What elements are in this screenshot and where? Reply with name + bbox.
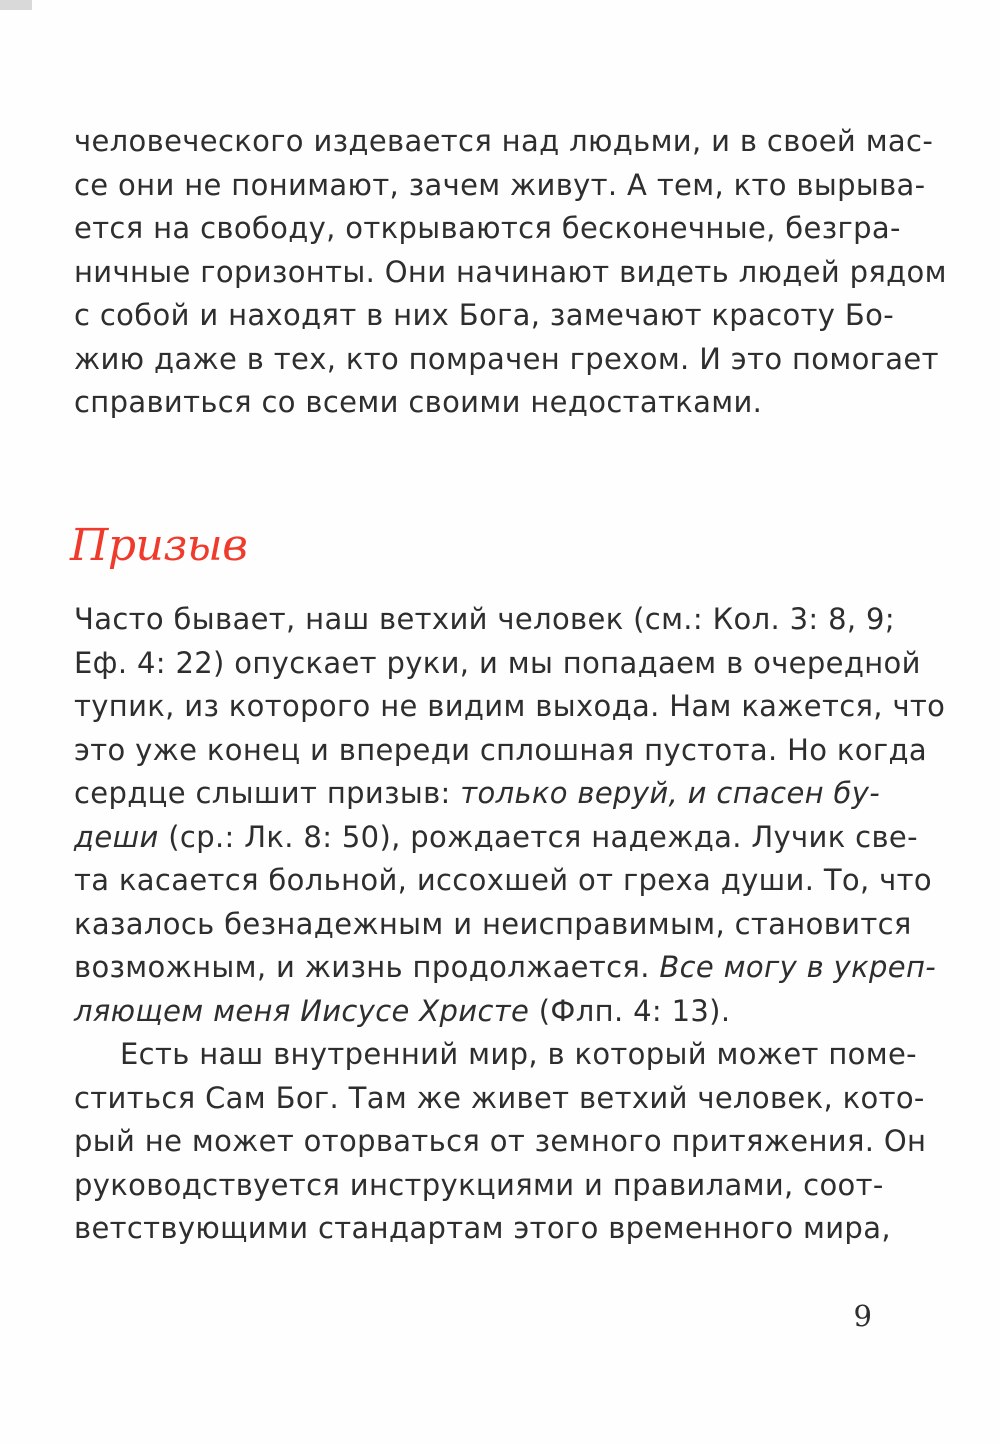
text-line: тупик, из которого не видим выхода. Нам кажется, что (74, 689, 946, 723)
text-line: ется на свободу, открываются бесконечные, безгра- (74, 211, 901, 245)
page-number: 9 (853, 1299, 872, 1333)
section-body (74, 598, 946, 1251)
scripture-quote: только веруй, и спасен бу- (460, 776, 881, 810)
text-line: ничные горизонты. Они начинают видеть людей рядом (74, 254, 947, 289)
text-line (74, 816, 918, 860)
text-line: се они не понимают, зачем живут. А тем, кто вырыва- (74, 167, 926, 202)
text-run: сердце слышит призыв: (74, 776, 461, 810)
text-line (74, 946, 937, 990)
text-line: ветствующими стандартам этого временного мира, (74, 1211, 891, 1245)
scripture-quote: ляющем меня Иисусе Христе (74, 993, 530, 1028)
top-paragraph (74, 120, 947, 425)
text-line: ститься Сам Бог. Там же живет ветхий человек, кото- (74, 1080, 925, 1115)
scripture-quote: Все могу в укреп- (659, 950, 937, 984)
text-line (74, 990, 870, 1034)
text-run: (ср.: Лк. 8: 50), рождается надежда. Лучик све- (158, 819, 918, 854)
text-line: Есть наш внутренний мир, в который может поме- (120, 1037, 917, 1071)
text-run: (Флп. 4: 13). (529, 993, 731, 1028)
text-line: это уже конец и впереди сплошная пустота. Но когда (74, 732, 927, 767)
text-line: справиться со всеми своими недостатками. (74, 385, 763, 419)
text-line: рый не может оторваться от земного притяжения. Он (74, 1124, 927, 1158)
text-line: с собой и находят в них Бога, замечают красоту Бо- (74, 298, 895, 332)
text-line: казалось безнадежным и неисправимым, становится (74, 906, 912, 941)
text-line: Часто бывает, наш ветхий человек (см.: Кол. 3: 8, 9; (74, 602, 895, 636)
text-line: та касается больной, иссохшей от греха души. То, что (74, 863, 932, 897)
text-run: возможным, и жизнь продолжается. (74, 950, 660, 984)
text-line (74, 772, 881, 816)
section-heading: Призыв (70, 520, 248, 571)
text-line: руководствуется инструкциями и правилами, соот- (74, 1167, 884, 1202)
text-line: Еф. 4: 22) опускает руки, и мы попадаем в очередной (74, 645, 921, 680)
text-line: жию даже в тех, кто помрачен грехом. И это помогает (74, 341, 939, 376)
text-line: человеческого издевается над людьми, и в своей мас- (74, 124, 934, 158)
scripture-quote: деши (74, 819, 159, 854)
scan-edge-mark (0, 0, 32, 10)
